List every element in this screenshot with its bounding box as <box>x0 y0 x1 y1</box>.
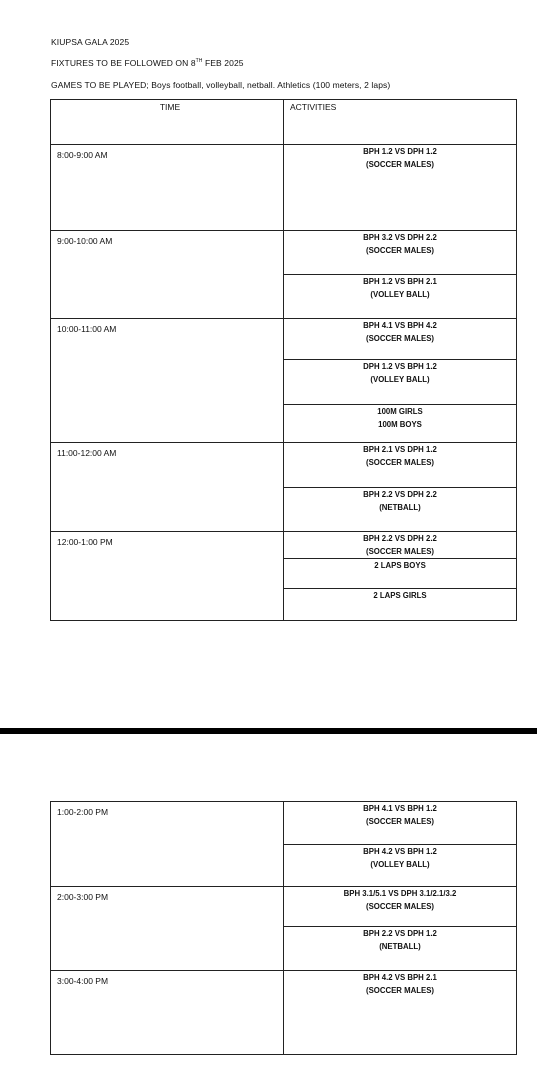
column-header-activities: ACTIVITIES <box>284 100 517 145</box>
activity-cell <box>284 927 517 971</box>
activity-cell <box>284 802 517 845</box>
activity-line: BPH 3.1/5.1 VS DPH 3.1/2.1/3.2 <box>343 889 457 898</box>
time-slot-label: 9:00-10:00 AM <box>57 236 113 246</box>
document-title: KIUPSA GALA 2025 <box>51 37 130 47</box>
activity-cell <box>284 443 517 488</box>
time-slot-cell <box>51 887 284 971</box>
table-header-row <box>51 100 517 145</box>
activity-cell <box>284 360 517 405</box>
activity-cell <box>284 319 517 360</box>
schedule-row <box>51 231 517 275</box>
activity-line: 2 LAPS GIRLS <box>373 591 427 600</box>
activity-subline: (SOCCER MALES) <box>365 902 434 911</box>
activity-subline: (NETBALL) <box>379 942 421 951</box>
time-slot-label: 3:00-4:00 PM <box>57 976 109 986</box>
time-slot-label: 8:00-9:00 AM <box>57 150 108 160</box>
schedule-row <box>51 532 517 559</box>
games-line: GAMES TO BE PLAYED; Boys football, volleyball, netball. Athletics (100 meters, 2 laps) <box>51 80 391 90</box>
activity-subline: 100M BOYS <box>378 420 422 429</box>
activity-cell <box>284 488 517 532</box>
time-slot-cell <box>51 319 284 443</box>
activity-subline: (SOCCER MALES) <box>365 246 434 255</box>
activity-cell <box>284 589 517 621</box>
activity-line: BPH 4.2 VS BPH 2.1 <box>363 973 437 982</box>
activity-subline: (SOCCER MALES) <box>365 458 434 467</box>
time-slot-cell <box>51 532 284 621</box>
activity-line: 2 LAPS BOYS <box>374 561 426 570</box>
time-slot-label: 2:00-3:00 PM <box>57 892 109 902</box>
schedule-row <box>51 971 517 1055</box>
activity-line: BPH 2.2 VS DPH 1.2 <box>363 929 437 938</box>
activity-cell <box>284 405 517 443</box>
time-slot-label: 1:00-2:00 PM <box>57 807 109 817</box>
activity-subline: (SOCCER MALES) <box>365 334 434 343</box>
activity-line: 100M GIRLS <box>377 407 423 416</box>
activity-subline: (SOCCER MALES) <box>365 160 434 169</box>
time-slot-label: 12:00-1:00 PM <box>57 537 113 547</box>
schedule-row <box>51 443 517 488</box>
activity-subline: (SOCCER MALES) <box>365 547 434 556</box>
activity-line: BPH 1.2 VS BPH 2.1 <box>363 277 437 286</box>
activity-line: BPH 4.1 VS BPH 4.2 <box>363 321 437 330</box>
activity-line: BPH 4.1 VS BPH 1.2 <box>363 804 437 813</box>
activity-cell <box>284 275 517 319</box>
schedule-row <box>51 145 517 231</box>
activity-cell <box>284 887 517 927</box>
time-slot-cell <box>51 802 284 887</box>
time-slot-cell <box>51 443 284 532</box>
activity-line: BPH 2.2 VS DPH 2.2 <box>363 490 437 499</box>
activity-subline: (NETBALL) <box>379 503 421 512</box>
activity-line: BPH 1.2 VS DPH 1.2 <box>363 147 437 156</box>
activity-cell <box>284 231 517 275</box>
activity-subline: (SOCCER MALES) <box>365 986 434 995</box>
fixtures-date-prefix: FIXTURES TO BE FOLLOWED ON 8 <box>51 58 196 68</box>
time-slot-label: 10:00-11:00 AM <box>57 324 117 334</box>
time-slot-cell <box>51 231 284 319</box>
fixtures-date-superscript: TH <box>195 58 203 65</box>
page-separator <box>0 728 537 734</box>
schedule-row <box>51 319 517 360</box>
schedule-row <box>51 887 517 927</box>
activity-line: DPH 1.2 VS BPH 1.2 <box>363 362 437 371</box>
fixtures-date-suffix: FEB 2025 <box>202 58 244 68</box>
time-slot-cell <box>51 145 284 231</box>
fixtures-table-page2 <box>50 801 517 1055</box>
fixtures-date-line <box>51 58 244 68</box>
activity-line: BPH 4.2 VS BPH 1.2 <box>363 847 437 856</box>
activity-cell <box>284 559 517 589</box>
activity-cell <box>284 145 517 231</box>
activity-cell <box>284 532 517 559</box>
column-header-time: TIME <box>51 100 284 145</box>
activity-line: BPH 2.1 VS DPH 1.2 <box>363 445 437 454</box>
activity-cell <box>284 971 517 1055</box>
activity-subline: (VOLLEY BALL) <box>370 375 430 384</box>
activity-line: BPH 3.2 VS DPH 2.2 <box>363 233 437 242</box>
activity-subline: (SOCCER MALES) <box>365 817 434 826</box>
activity-cell <box>284 845 517 887</box>
fixtures-table-page1 <box>50 99 517 621</box>
time-slot-cell <box>51 971 284 1055</box>
schedule-row <box>51 802 517 845</box>
activity-line: BPH 2.2 VS DPH 2.2 <box>363 534 437 543</box>
time-slot-label: 11:00-12:00 AM <box>57 448 117 458</box>
activity-subline: (VOLLEY BALL) <box>370 860 430 869</box>
activity-subline: (VOLLEY BALL) <box>370 290 430 299</box>
